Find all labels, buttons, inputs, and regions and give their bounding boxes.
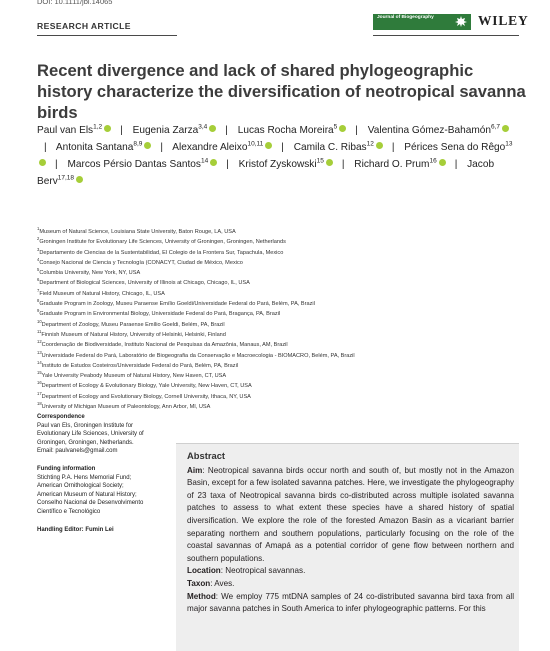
affiliation-text: University of Michigan Museum of Paleontology, Ann Arbor, MI, USA bbox=[41, 404, 211, 411]
abstract-aim bbox=[187, 465, 514, 566]
author-affiliation-marker: 14 bbox=[200, 157, 209, 165]
orcid-icon[interactable] bbox=[210, 159, 217, 166]
orcid-icon[interactable] bbox=[76, 176, 83, 183]
funding-line: American Museum of Natural History; bbox=[37, 491, 137, 498]
correspondence-line: Paul van Els, Groningen Institute for bbox=[37, 422, 134, 429]
affiliation-number: 11 bbox=[37, 329, 42, 335]
affiliation-number: 14 bbox=[37, 360, 42, 365]
article-title: Recent divergence and lack of shared phylogeographic history characterize the diversification of neotropical savanna birds bbox=[37, 61, 526, 122]
author bbox=[172, 142, 274, 153]
author-separator: | bbox=[355, 125, 358, 136]
correspondence-line: Evolutionary Life Sciences, University of bbox=[37, 431, 144, 438]
affiliation-item bbox=[37, 330, 527, 340]
author-name: Jacob Berv bbox=[37, 159, 495, 188]
affiliation-item bbox=[37, 289, 527, 299]
affiliation-text: Department of Ecology and Evolutionary Biology, Cornell University, Ithaca, NY, USA bbox=[41, 393, 251, 400]
affiliation-text: Yale University Peabody Museum of Natural History, New Haven, CT, USA bbox=[41, 373, 227, 380]
author bbox=[239, 159, 335, 170]
correspondence-email[interactable]: Email: paulvanels@gmail.com bbox=[37, 448, 118, 455]
author bbox=[56, 142, 154, 153]
affiliation-list bbox=[37, 227, 527, 412]
affiliation-number: 5 bbox=[37, 267, 40, 273]
aim-text: : Neotropical savanna birds occur north and south of, but mostly not in the Amazon Basin, except for a few isolated savanna patches. Here, we investigate the phylogeography of 23 taxa of Neotropical savanna birds co-distributed across multiple isolated savanna patches to assess to what extent these species have a shared history of spatial diversification. We explore the role of the forested Amazon Basin as a vicariant barrier separating northern and southern populations, particularly focusing on the role of the coastal savannas of Amapá as a potential corridor of gene flow between northern and southern populations. bbox=[187, 465, 514, 563]
affiliation-item bbox=[37, 351, 527, 361]
affiliation-item bbox=[37, 309, 527, 319]
affiliation-item bbox=[37, 268, 527, 278]
correspondence-heading: Correspondence bbox=[37, 414, 85, 420]
header-rule-right bbox=[373, 35, 519, 36]
author-affiliation-marker: 15 bbox=[316, 157, 324, 165]
funding-line: American Ornithological Society; bbox=[37, 483, 124, 490]
funding-line: Científico e Tecnológico bbox=[37, 508, 101, 515]
author-name: Valentina Gómez-Bahamón bbox=[367, 125, 491, 136]
affiliation-text: Instituto de Estudos Costeiros/Universidade Federal do Pará, Belém, PA, Brazil bbox=[41, 362, 239, 369]
orcid-icon[interactable] bbox=[502, 125, 509, 132]
author-affiliation-marker: 5 bbox=[333, 123, 338, 131]
publisher-logo: WILEY bbox=[478, 13, 529, 28]
orcid-icon[interactable] bbox=[209, 125, 216, 132]
affiliation-text: Groningen Institute for Evolutionary Life Sciences, University of Groningen, Groningen, Netherlands bbox=[39, 239, 286, 246]
affiliation-item bbox=[37, 381, 527, 391]
affiliation-text: Universidade Federal do Pará, Laboratório de Biogeografia da Conservação e Macroecologia - BIOMACRO, Belém, PA, Brazil bbox=[41, 352, 355, 359]
author-name: Richard O. Prum bbox=[354, 159, 430, 171]
author bbox=[238, 125, 349, 136]
affiliation-item bbox=[37, 258, 527, 268]
journal-name: Journal of Biogeography bbox=[377, 15, 434, 20]
affiliation-text: Department of Biological Sciences, University of Illinois at Chicago, Chicago, IL, USA bbox=[39, 280, 250, 287]
author-affiliation-marker: 17,18 bbox=[57, 174, 75, 182]
abstract-taxon bbox=[187, 578, 514, 591]
affiliation-text: Department of Ecology & Evolutionary Biology, Yale University, New Haven, CT, USA bbox=[41, 383, 252, 390]
author-separator: | bbox=[120, 125, 123, 136]
affiliation-number: 10 bbox=[37, 318, 42, 324]
author-separator: | bbox=[160, 142, 163, 154]
doi: DOI: 10.1111/jbi.14065 bbox=[37, 0, 113, 6]
abstract-heading: Abstract bbox=[187, 450, 226, 461]
author-name: Périces Sena do Rêgo bbox=[404, 142, 506, 154]
affiliation-number: 12 bbox=[37, 339, 42, 345]
author bbox=[133, 125, 219, 136]
orcid-icon[interactable] bbox=[439, 159, 446, 166]
affiliation-item bbox=[37, 227, 527, 237]
affiliation-text: Finnish Museum of Natural History, University of Helsinki, Helsinki, Finland bbox=[41, 331, 226, 338]
affiliation-text: Consejo Nacional de Ciencia y Tecnología (CONACYT, Ciudad de México, Mexico bbox=[39, 259, 243, 266]
author-name: Kristof Zyskowski bbox=[238, 159, 317, 171]
author bbox=[368, 125, 511, 136]
affiliation-number: 18 bbox=[37, 401, 42, 407]
affiliation-number: 4 bbox=[37, 257, 40, 263]
affiliation-text: Columbia University, New York, NY, USA bbox=[39, 270, 141, 277]
author-name: Paul van Els bbox=[37, 125, 94, 136]
aim-label: Aim bbox=[187, 465, 203, 475]
affiliation-item bbox=[37, 340, 527, 350]
affiliation-text: Graduate Program in Zoology, Museu Paraense Emílio Goeldi/Universidade Federal do Pará, Belém, PA, Brazil bbox=[39, 301, 315, 308]
affiliation-text: Field Museum of Natural History, Chicago, IL, USA bbox=[39, 290, 165, 297]
affiliation-item bbox=[37, 278, 527, 288]
affiliation-item bbox=[37, 371, 527, 381]
affiliation-text: Museum of Natural Science, Louisiana State University, Baton Rouge, LA, USA bbox=[39, 229, 236, 235]
taxon-label: Taxon bbox=[187, 578, 211, 588]
orcid-icon[interactable] bbox=[339, 125, 346, 132]
funding-line: Stichting P.A. Hens Memorial Fund; bbox=[37, 474, 132, 481]
header-rule-left bbox=[37, 35, 177, 36]
journal-logo bbox=[373, 14, 471, 30]
affiliation-number: 1 bbox=[37, 226, 40, 232]
affiliation-item bbox=[37, 320, 527, 330]
author bbox=[354, 159, 447, 170]
author-separator: | bbox=[454, 159, 458, 171]
author-separator: | bbox=[55, 159, 58, 171]
author-affiliation-marker: 6,7 bbox=[490, 123, 501, 131]
author-affiliation-marker: 13 bbox=[505, 140, 513, 148]
orcid-icon[interactable] bbox=[39, 159, 46, 166]
leaf-icon bbox=[455, 16, 467, 27]
handling-editor: Handling Editor: Fumin Lei bbox=[37, 526, 114, 533]
affiliation-item bbox=[37, 237, 527, 247]
author-name: Eugenia Zarza bbox=[132, 125, 199, 136]
abstract-method bbox=[187, 591, 514, 616]
orcid-icon[interactable] bbox=[104, 125, 111, 132]
orcid-icon[interactable] bbox=[376, 142, 383, 149]
author-separator: | bbox=[226, 159, 229, 171]
abstract-location bbox=[187, 565, 514, 578]
author-separator: | bbox=[44, 142, 47, 154]
article-info-sidebar bbox=[37, 413, 167, 543]
author-name: Camila C. Ribas bbox=[293, 142, 367, 154]
author-separator: | bbox=[225, 125, 228, 136]
author-list bbox=[37, 122, 517, 190]
author-name: Lucas Rocha Moreira bbox=[237, 125, 334, 136]
affiliation-number: 15 bbox=[37, 370, 42, 376]
affiliation-number: 17 bbox=[37, 390, 42, 396]
author bbox=[37, 125, 113, 136]
author-separator: | bbox=[281, 142, 284, 154]
orcid-icon[interactable] bbox=[144, 142, 151, 149]
author-separator: | bbox=[391, 142, 395, 154]
affiliation-item bbox=[37, 361, 527, 371]
affiliation-number: 16 bbox=[37, 380, 42, 386]
affiliation-number: 2 bbox=[37, 236, 40, 242]
affiliation-item bbox=[37, 392, 527, 402]
affiliation-item bbox=[37, 299, 527, 309]
author-affiliation-marker: 16 bbox=[429, 157, 437, 165]
affiliation-text: Departamento de Ciencias de la Sustentabilidad, El Colegio de la Frontera Sur, Tapachula, Mexico bbox=[39, 249, 284, 256]
funding-heading: Funding information bbox=[37, 465, 96, 472]
author-affiliation-marker: 8,9 bbox=[133, 140, 143, 148]
author-affiliation-marker: 12 bbox=[366, 140, 374, 148]
affiliation-text: Graduate Program in Environmental Biology, Universidade Federal do Pará, Bragança, PA, Brazil bbox=[39, 311, 281, 318]
author-separator: | bbox=[341, 159, 345, 171]
affiliation-text: Department of Zoology, Museu Paraense Emílio Goeldi, Belém, PA, Brazil bbox=[41, 321, 225, 328]
orcid-icon[interactable] bbox=[326, 159, 333, 166]
orcid-icon[interactable] bbox=[265, 142, 272, 149]
location-text: : Neotropical savannas. bbox=[220, 566, 306, 576]
abstract bbox=[187, 450, 514, 616]
affiliation-item bbox=[37, 248, 527, 258]
affiliation-number: 3 bbox=[37, 246, 40, 252]
author-name: Marcos Pérsio Dantas Santos bbox=[67, 159, 201, 171]
method-label: Method bbox=[187, 591, 216, 601]
taxon-text: : Aves. bbox=[210, 578, 235, 588]
location-label: Location bbox=[187, 566, 221, 576]
affiliation-number: 8 bbox=[37, 298, 40, 304]
section-label: RESEARCH ARTICLE bbox=[37, 21, 131, 31]
author-affiliation-marker: 10,11 bbox=[247, 140, 264, 148]
author-affiliation-marker: 3,4 bbox=[198, 123, 208, 131]
method-text: : We employ 775 mtDNA samples of 24 co-distributed savanna bird taxa from all major savanna patches in South America to infer phylogeographic patterns. For this bbox=[187, 591, 514, 614]
affiliation-number: 6 bbox=[37, 277, 40, 283]
author-name: Antonita Santana bbox=[55, 142, 134, 154]
correspondence-line: Groningen, Groningen, Netherlands. bbox=[37, 439, 134, 446]
affiliation-item bbox=[37, 402, 527, 412]
affiliation-number: 9 bbox=[37, 308, 40, 314]
affiliation-number: 13 bbox=[37, 349, 42, 355]
author bbox=[294, 142, 385, 153]
affiliation-text: Coordenação de Biodiversidade, Instituto Nacional de Pesquisas da Amazônia, Manaus, AM, Brazil bbox=[41, 342, 288, 349]
author bbox=[67, 159, 219, 170]
author-affiliation-marker: 1,2 bbox=[93, 123, 103, 131]
funding-line: Conselho Nacional de Desenvolvimento bbox=[37, 500, 144, 507]
author-name: Alexandre Aleixo bbox=[172, 142, 248, 154]
affiliation-number: 7 bbox=[37, 287, 40, 293]
